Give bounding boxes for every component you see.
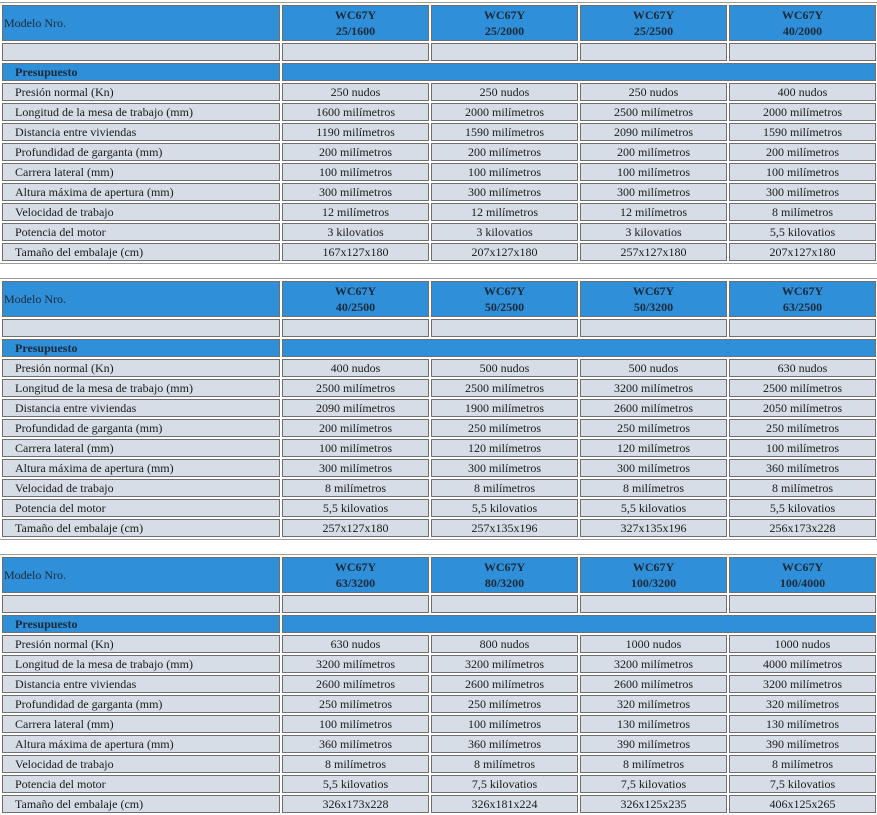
spacer-cell	[580, 595, 727, 613]
spec-table-2	[0, 279, 877, 539]
spacer-cell	[282, 595, 429, 613]
value-cell: 250 milímetros	[282, 695, 429, 713]
value-cell: 100 milímetros	[282, 715, 429, 733]
table-row	[2, 439, 876, 457]
table-row	[2, 735, 876, 753]
row-label: Distancia entre viviendas	[2, 399, 280, 417]
table-row	[2, 379, 876, 397]
value-cell: 256x173x228	[729, 519, 876, 537]
row-label: Tamaño del embalaje (cm)	[2, 795, 280, 813]
value-cell: 2090 milímetros	[282, 399, 429, 417]
value-cell: 1900 milímetros	[431, 399, 578, 417]
value-cell: 1000 nudos	[729, 635, 876, 653]
value-cell: 2600 milímetros	[580, 399, 727, 417]
model-header-cell	[431, 5, 578, 41]
value-cell: 2500 milímetros	[282, 379, 429, 397]
header-row	[2, 281, 876, 317]
table-row	[2, 203, 876, 221]
table-row	[2, 755, 876, 773]
row-label: Altura máxima de apertura (mm)	[2, 183, 280, 201]
table-row	[2, 775, 876, 793]
model-series: WC67Y	[483, 284, 526, 298]
value-cell: 100 milímetros	[729, 163, 876, 181]
table-row	[2, 459, 876, 477]
header-row	[2, 5, 876, 41]
model-header-cell	[729, 5, 876, 41]
model-series: WC67Y	[781, 284, 824, 298]
value-cell: 300 milímetros	[580, 459, 727, 477]
value-cell: 1190 milímetros	[282, 123, 429, 141]
section-fill	[282, 339, 876, 357]
value-cell: 120 milímetros	[580, 439, 727, 457]
model-header-cell	[431, 557, 578, 593]
value-cell: 406x125x265	[729, 795, 876, 813]
spacer-cell	[282, 43, 429, 61]
value-cell: 3 kilovatios	[580, 223, 727, 241]
value-cell: 390 milímetros	[729, 735, 876, 753]
value-cell: 326x173x228	[282, 795, 429, 813]
value-cell: 257x127x180	[282, 519, 429, 537]
spacer-cell	[431, 595, 578, 613]
value-cell: 8 milímetros	[729, 755, 876, 773]
value-cell: 300 milímetros	[282, 183, 429, 201]
value-cell: 250 nudos	[431, 83, 578, 101]
spacer-cell	[2, 319, 280, 337]
value-cell: 360 milímetros	[431, 735, 578, 753]
section-fill	[282, 615, 876, 633]
header-row	[2, 557, 876, 593]
value-cell: 390 milímetros	[580, 735, 727, 753]
model-size: 80/3200	[484, 576, 525, 590]
section-row	[2, 63, 876, 81]
value-cell: 5,5 kilovatios	[282, 499, 429, 517]
row-label: Velocidad de trabajo	[2, 755, 280, 773]
value-cell: 7,5 kilovatios	[580, 775, 727, 793]
table-row	[2, 499, 876, 517]
table-row	[2, 795, 876, 813]
model-size: 100/3200	[630, 576, 677, 590]
spec-table-3	[0, 555, 877, 815]
value-cell: 300 milímetros	[729, 183, 876, 201]
spacer-cell	[431, 43, 578, 61]
value-cell: 8 milímetros	[431, 755, 578, 773]
value-cell: 8 milímetros	[729, 203, 876, 221]
value-cell: 360 milímetros	[729, 459, 876, 477]
row-label: Presión normal (Kn)	[2, 635, 280, 653]
table-row	[2, 359, 876, 377]
table-row	[2, 715, 876, 733]
value-cell: 250 nudos	[580, 83, 727, 101]
model-series: WC67Y	[632, 8, 675, 22]
spacer-cell	[2, 595, 280, 613]
value-cell: 3200 milímetros	[580, 379, 727, 397]
model-size: 25/2500	[633, 24, 674, 38]
value-cell: 100 milímetros	[431, 715, 578, 733]
model-size: 100/4000	[779, 576, 826, 590]
spacer-row	[2, 43, 876, 61]
value-cell: 2090 milímetros	[580, 123, 727, 141]
model-series: WC67Y	[632, 560, 675, 574]
value-cell: 320 milímetros	[729, 695, 876, 713]
value-cell: 130 milímetros	[729, 715, 876, 733]
value-cell: 100 milímetros	[729, 439, 876, 457]
value-cell: 500 nudos	[431, 359, 578, 377]
table-row	[2, 163, 876, 181]
value-cell: 300 milímetros	[431, 459, 578, 477]
value-cell: 1590 milímetros	[431, 123, 578, 141]
value-cell: 300 milímetros	[282, 459, 429, 477]
row-label: Carrera lateral (mm)	[2, 715, 280, 733]
value-cell: 5,5 kilovatios	[580, 499, 727, 517]
model-header-label: Modelo Nro.	[2, 281, 280, 317]
model-header-cell	[580, 557, 727, 593]
spacer-cell	[729, 319, 876, 337]
table-row	[2, 123, 876, 141]
section-label: Presupuesto	[2, 615, 280, 633]
value-cell: 207x127x180	[729, 243, 876, 261]
section-row	[2, 615, 876, 633]
value-cell: 400 nudos	[729, 83, 876, 101]
model-header-cell	[580, 5, 727, 41]
table-row	[2, 635, 876, 653]
model-series: WC67Y	[632, 284, 675, 298]
value-cell: 257x127x180	[580, 243, 727, 261]
model-series: WC67Y	[334, 8, 377, 22]
section-row	[2, 339, 876, 357]
value-cell: 326x125x235	[580, 795, 727, 813]
spacer-cell	[282, 319, 429, 337]
value-cell: 200 milímetros	[580, 143, 727, 161]
section-label: Presupuesto	[2, 63, 280, 81]
spec-table-1	[0, 3, 877, 263]
row-label: Tamaño del embalaje (cm)	[2, 243, 280, 261]
model-size: 50/3200	[633, 300, 674, 314]
value-cell: 1000 nudos	[580, 635, 727, 653]
value-cell: 2000 milímetros	[431, 103, 578, 121]
model-header-label: Modelo Nro.	[2, 557, 280, 593]
value-cell: 8 milímetros	[282, 755, 429, 773]
model-header-cell	[729, 281, 876, 317]
value-cell: 327x135x196	[580, 519, 727, 537]
table-row	[2, 103, 876, 121]
spacer-cell	[580, 319, 727, 337]
value-cell: 250 milímetros	[431, 419, 578, 437]
model-size: 40/2500	[335, 300, 376, 314]
spacer-cell	[2, 43, 280, 61]
row-label: Longitud de la mesa de trabajo (mm)	[2, 379, 280, 397]
value-cell: 300 milímetros	[431, 183, 578, 201]
row-label: Longitud de la mesa de trabajo (mm)	[2, 103, 280, 121]
table-row	[2, 183, 876, 201]
value-cell: 167x127x180	[282, 243, 429, 261]
table-row	[2, 143, 876, 161]
value-cell: 100 milímetros	[282, 439, 429, 457]
value-cell: 2600 milímetros	[431, 675, 578, 693]
value-cell: 4000 milímetros	[729, 655, 876, 673]
row-label: Potencia del motor	[2, 223, 280, 241]
value-cell: 800 nudos	[431, 635, 578, 653]
row-label: Distancia entre viviendas	[2, 675, 280, 693]
row-label: Carrera lateral (mm)	[2, 163, 280, 181]
model-size: 40/2000	[782, 24, 823, 38]
model-size: 63/2500	[782, 300, 823, 314]
section-label: Presupuesto	[2, 339, 280, 357]
model-header-cell	[282, 557, 429, 593]
value-cell: 1600 milímetros	[282, 103, 429, 121]
model-series: WC67Y	[483, 560, 526, 574]
model-header-cell	[282, 281, 429, 317]
table-row	[2, 675, 876, 693]
row-label: Profundidad de garganta (mm)	[2, 143, 280, 161]
row-label: Presión normal (Kn)	[2, 83, 280, 101]
model-series: WC67Y	[781, 8, 824, 22]
spacer-row	[2, 595, 876, 613]
value-cell: 630 nudos	[729, 359, 876, 377]
value-cell: 100 milímetros	[282, 163, 429, 181]
value-cell: 8 milímetros	[431, 479, 578, 497]
value-cell: 5,5 kilovatios	[282, 775, 429, 793]
value-cell: 257x135x196	[431, 519, 578, 537]
value-cell: 8 milímetros	[580, 755, 727, 773]
value-cell: 250 nudos	[282, 83, 429, 101]
model-size: 25/2000	[484, 24, 525, 38]
model-size: 63/3200	[335, 576, 376, 590]
value-cell: 250 milímetros	[580, 419, 727, 437]
value-cell: 3200 milímetros	[729, 675, 876, 693]
value-cell: 7,5 kilovatios	[431, 775, 578, 793]
value-cell: 2050 milímetros	[729, 399, 876, 417]
model-series: WC67Y	[781, 560, 824, 574]
value-cell: 1590 milímetros	[729, 123, 876, 141]
spacer-cell	[729, 43, 876, 61]
value-cell: 2000 milímetros	[729, 103, 876, 121]
value-cell: 2500 milímetros	[729, 379, 876, 397]
spacer-cell	[580, 43, 727, 61]
spacer-row	[2, 319, 876, 337]
table-row	[2, 399, 876, 417]
value-cell: 200 milímetros	[282, 419, 429, 437]
model-series: WC67Y	[334, 284, 377, 298]
row-label: Profundidad de garganta (mm)	[2, 419, 280, 437]
model-header-cell	[580, 281, 727, 317]
row-label: Altura máxima de apertura (mm)	[2, 735, 280, 753]
value-cell: 400 nudos	[282, 359, 429, 377]
row-label: Tamaño del embalaje (cm)	[2, 519, 280, 537]
row-label: Velocidad de trabajo	[2, 203, 280, 221]
row-label: Profundidad de garganta (mm)	[2, 695, 280, 713]
table-row	[2, 243, 876, 261]
model-size: 25/1600	[335, 24, 376, 38]
value-cell: 5,5 kilovatios	[431, 499, 578, 517]
value-cell: 3 kilovatios	[282, 223, 429, 241]
model-header-cell	[729, 557, 876, 593]
value-cell: 100 milímetros	[431, 163, 578, 181]
value-cell: 8 milímetros	[580, 479, 727, 497]
value-cell: 8 milímetros	[282, 479, 429, 497]
spacer-cell	[431, 319, 578, 337]
model-header-cell	[282, 5, 429, 41]
model-series: WC67Y	[483, 8, 526, 22]
table-row	[2, 83, 876, 101]
value-cell: 120 milímetros	[431, 439, 578, 457]
table-row	[2, 519, 876, 537]
value-cell: 3200 milímetros	[431, 655, 578, 673]
value-cell: 5,5 kilovatios	[729, 499, 876, 517]
table-row	[2, 419, 876, 437]
row-label: Presión normal (Kn)	[2, 359, 280, 377]
spacer-cell	[729, 595, 876, 613]
table-row	[2, 655, 876, 673]
value-cell: 200 milímetros	[729, 143, 876, 161]
value-cell: 8 milímetros	[729, 479, 876, 497]
value-cell: 3200 milímetros	[580, 655, 727, 673]
row-label: Potencia del motor	[2, 775, 280, 793]
value-cell: 7,5 kilovatios	[729, 775, 876, 793]
value-cell: 250 milímetros	[431, 695, 578, 713]
value-cell: 5,5 kilovatios	[729, 223, 876, 241]
model-series: WC67Y	[334, 560, 377, 574]
value-cell: 300 milímetros	[580, 183, 727, 201]
value-cell: 500 nudos	[580, 359, 727, 377]
value-cell: 100 milímetros	[580, 163, 727, 181]
value-cell: 2500 milímetros	[580, 103, 727, 121]
value-cell: 250 milímetros	[729, 419, 876, 437]
value-cell: 3200 milímetros	[282, 655, 429, 673]
model-header-cell	[431, 281, 578, 317]
model-size: 50/2500	[484, 300, 525, 314]
value-cell: 320 milímetros	[580, 695, 727, 713]
value-cell: 630 nudos	[282, 635, 429, 653]
row-label: Altura máxima de apertura (mm)	[2, 459, 280, 477]
table-row	[2, 479, 876, 497]
value-cell: 12 milímetros	[580, 203, 727, 221]
row-label: Distancia entre viviendas	[2, 123, 280, 141]
row-label: Velocidad de trabajo	[2, 479, 280, 497]
value-cell: 207x127x180	[431, 243, 578, 261]
value-cell: 200 milímetros	[282, 143, 429, 161]
value-cell: 12 milímetros	[282, 203, 429, 221]
value-cell: 2600 milímetros	[282, 675, 429, 693]
row-label: Carrera lateral (mm)	[2, 439, 280, 457]
value-cell: 360 milímetros	[282, 735, 429, 753]
table-row	[2, 695, 876, 713]
value-cell: 2600 milímetros	[580, 675, 727, 693]
value-cell: 130 milímetros	[580, 715, 727, 733]
row-label: Longitud de la mesa de trabajo (mm)	[2, 655, 280, 673]
model-header-label: Modelo Nro.	[2, 5, 280, 41]
value-cell: 3 kilovatios	[431, 223, 578, 241]
value-cell: 200 milímetros	[431, 143, 578, 161]
value-cell: 12 milímetros	[431, 203, 578, 221]
value-cell: 326x181x224	[431, 795, 578, 813]
row-label: Potencia del motor	[2, 499, 280, 517]
value-cell: 2500 milímetros	[431, 379, 578, 397]
section-fill	[282, 63, 876, 81]
table-row	[2, 223, 876, 241]
